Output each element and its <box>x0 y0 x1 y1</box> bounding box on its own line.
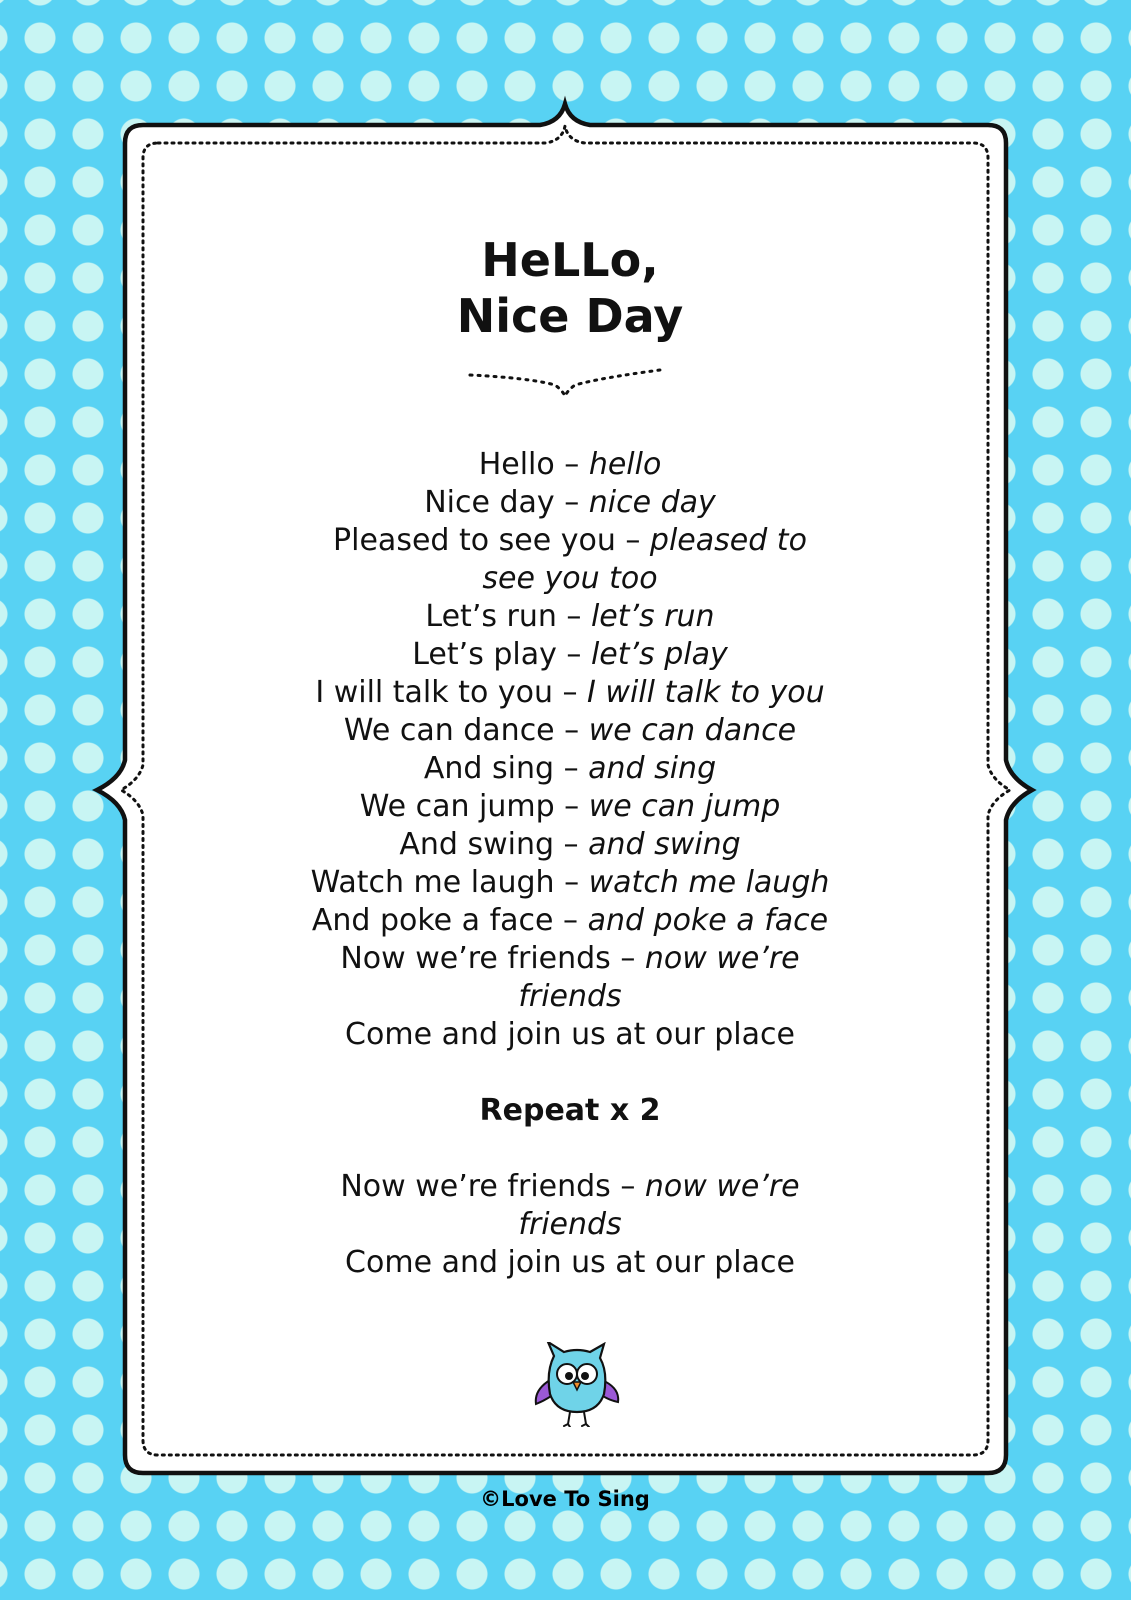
lyric-line: Watch me laugh – watch me laugh <box>310 865 830 900</box>
lyric-line: Let’s play – let’s play <box>412 637 728 672</box>
lyric-line: see you too <box>482 561 658 596</box>
lyrics <box>270 446 870 1282</box>
lyric-line: We can dance – we can dance <box>343 713 797 748</box>
lyric-line: And swing – and swing <box>399 827 741 862</box>
lyric-line: Come and join us at our place <box>345 1017 795 1052</box>
lyric-line: And sing – and sing <box>423 751 717 786</box>
song-title-line1: HeLLo, <box>481 233 659 287</box>
lyric-line: friends <box>518 1207 622 1242</box>
lyric-line: I will talk to you – I will talk to you <box>315 675 825 710</box>
lyric-line: We can jump – we can jump <box>359 789 781 824</box>
lyric-line: Let’s run – let’s run <box>425 599 715 634</box>
lyric-line: Now we’re friends – now we’re <box>340 1169 800 1204</box>
lyric-line: Come and join us at our place <box>345 1245 795 1280</box>
copyright-notice: ©Love To Sing <box>480 1487 650 1511</box>
repeat-label: Repeat x 2 <box>479 1093 661 1128</box>
lyric-line: Nice day – nice day <box>424 485 716 520</box>
lyric-line: Pleased to see you – pleased to <box>333 523 807 558</box>
lyric-line: And poke a face – and poke a face <box>311 903 829 938</box>
lyric-line: Hello – hello <box>478 447 662 482</box>
lyric-line: Now we’re friends – now we’re <box>340 941 800 976</box>
song-title-line2: Nice Day <box>456 289 684 343</box>
owl-icon <box>532 1342 622 1427</box>
lyric-line: friends <box>518 979 622 1014</box>
song-title <box>320 232 820 344</box>
